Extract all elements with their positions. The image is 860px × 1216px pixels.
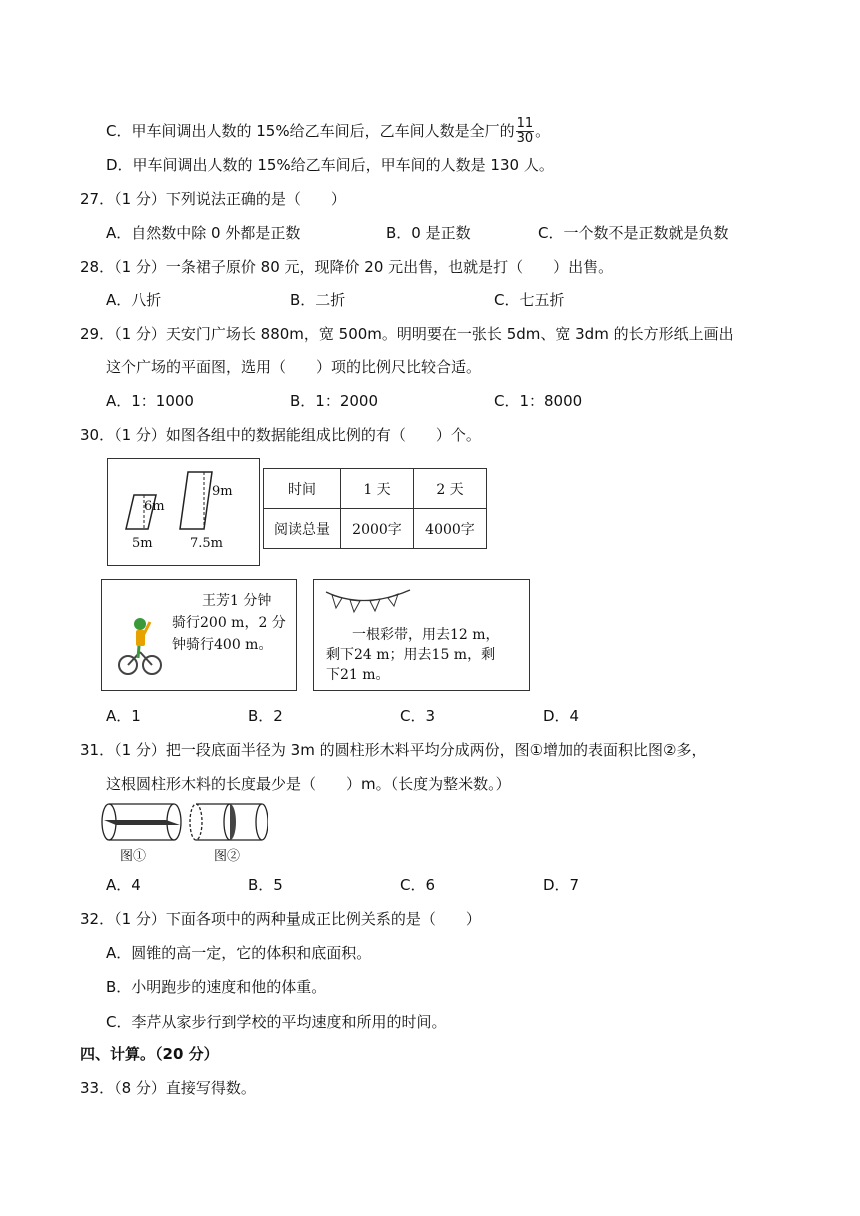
fraction-numerator: 11 bbox=[516, 116, 534, 131]
q31-option-d: D．7 bbox=[543, 876, 580, 894]
reading-table bbox=[263, 468, 487, 549]
parallelograms-drawing bbox=[108, 459, 259, 565]
q26-option-d: D．甲车间调出人数的 15%给乙车间后，甲车间的人数是 130 人。 bbox=[106, 156, 554, 174]
parallelogram2-base: 7.5m bbox=[190, 536, 224, 551]
bunting-icon bbox=[324, 586, 414, 618]
q31-option-c: C．6 bbox=[400, 876, 436, 894]
q32-option-c: C．李芹从家步行到学校的平均速度和所用的时间。 bbox=[106, 1013, 447, 1031]
parallelogram2-height: 9m bbox=[212, 484, 233, 499]
table-cell: 4000字 bbox=[414, 509, 487, 549]
q26-option-c bbox=[106, 117, 550, 146]
parallelogram1-height: 6m bbox=[144, 499, 165, 514]
table-cell: 2 天 bbox=[414, 469, 487, 509]
ribbon-text-line2: 剩下24 m；用去15 m，剩 bbox=[326, 647, 496, 663]
parallelogram1-base: 5m bbox=[132, 536, 153, 551]
table-cell: 1 天 bbox=[341, 469, 414, 509]
table-cell: 2000字 bbox=[341, 509, 414, 549]
q28-stem: 28．（1 分）一条裙子原价 80 元，现降价 20 元出售，也就是打（ ）出售。 bbox=[80, 258, 614, 276]
q27-option-b: B．0 是正数 bbox=[386, 224, 471, 242]
q26-option-c-text: C．甲车间调出人数的 15%给乙车间后，乙车间人数是全厂的 bbox=[106, 122, 515, 140]
q32-stem: 32．（1 分）下面各项中的两种量成正比例关系的是（ ） bbox=[80, 910, 481, 928]
cyclist-icon bbox=[108, 610, 168, 690]
cyclist-text-line2: 骑行200 m，2 分 bbox=[172, 615, 286, 631]
q29-option-a: A．1：1000 bbox=[106, 392, 194, 410]
q28-option-b: B．二折 bbox=[290, 291, 346, 309]
table-cell: 阅读总量 bbox=[264, 509, 341, 549]
ribbon-text-line1: 一根彩带，用去12 m， bbox=[352, 627, 500, 643]
q30-option-b: B．2 bbox=[248, 707, 283, 725]
q30-figure-ribbon bbox=[313, 579, 530, 691]
q28-option-c: C．七五折 bbox=[494, 291, 565, 309]
q31-option-b: B．5 bbox=[248, 876, 283, 894]
q31-stem-line1: 31．（1 分）把一段底面半径为 3m 的圆柱形木料平均分成两份，图①增加的表面积比图②多， bbox=[80, 741, 707, 759]
cyclist-text-line3: 钟骑行400 m。 bbox=[172, 637, 273, 653]
figure1-label: 图① bbox=[120, 849, 147, 864]
q29-stem-line2: 这个广场的平面图，选用（ ）项的比例尺比较合适。 bbox=[106, 358, 482, 376]
q32-option-b: B．小明跑步的速度和他的体重。 bbox=[106, 978, 327, 996]
q27-option-c: C．一个数不是正数就是负数 bbox=[538, 224, 729, 242]
q29-stem-line1: 29．（1 分）天安门广场长 880m，宽 500m。明明要在一张长 5dm、宽 3dm 的长方形纸上画出 bbox=[80, 325, 734, 343]
section-heading: 四、计算。（20 分） bbox=[80, 1045, 219, 1063]
q31-stem-line2: 这根圆柱形木料的长度最少是（ ）m。（长度为整米数。） bbox=[106, 775, 511, 793]
q27-stem: 27．（1 分）下列说法正确的是（ ） bbox=[80, 190, 346, 208]
q31-option-a: A．4 bbox=[106, 876, 141, 894]
q26-option-c-end: 。 bbox=[535, 122, 551, 140]
ribbon-text-line3: 下21 m。 bbox=[326, 667, 390, 683]
table-row bbox=[264, 509, 487, 549]
q29-option-c: C．1：8000 bbox=[494, 392, 583, 410]
q33-stem: 33．（8 分）直接写得数。 bbox=[80, 1079, 256, 1097]
q30-option-d: D．4 bbox=[543, 707, 580, 725]
q32-option-a: A．圆锥的高一定，它的体积和底面积。 bbox=[106, 944, 372, 962]
fraction bbox=[516, 117, 535, 146]
q30-figure-table bbox=[263, 468, 487, 549]
figure2-label: 图② bbox=[214, 849, 241, 864]
q27-option-a: A．自然数中除 0 外都是正数 bbox=[106, 224, 301, 242]
q30-option-a: A．1 bbox=[106, 707, 141, 725]
q28-option-a: A．八折 bbox=[106, 291, 162, 309]
fraction-denominator: 30 bbox=[516, 131, 534, 146]
q29-option-b: B．1：2000 bbox=[290, 392, 379, 410]
q30-stem: 30．（1 分）如图各组中的数据能组成比例的有（ ）个。 bbox=[80, 426, 481, 444]
q31-figures bbox=[100, 800, 268, 868]
q30-figure-parallelograms bbox=[107, 458, 260, 566]
table-row bbox=[264, 469, 487, 509]
q30-figure-cyclist bbox=[101, 579, 297, 691]
table-cell: 时间 bbox=[264, 469, 341, 509]
q30-option-c: C．3 bbox=[400, 707, 436, 725]
cyclist-text-line1: 王芳1 分钟 bbox=[202, 593, 272, 609]
